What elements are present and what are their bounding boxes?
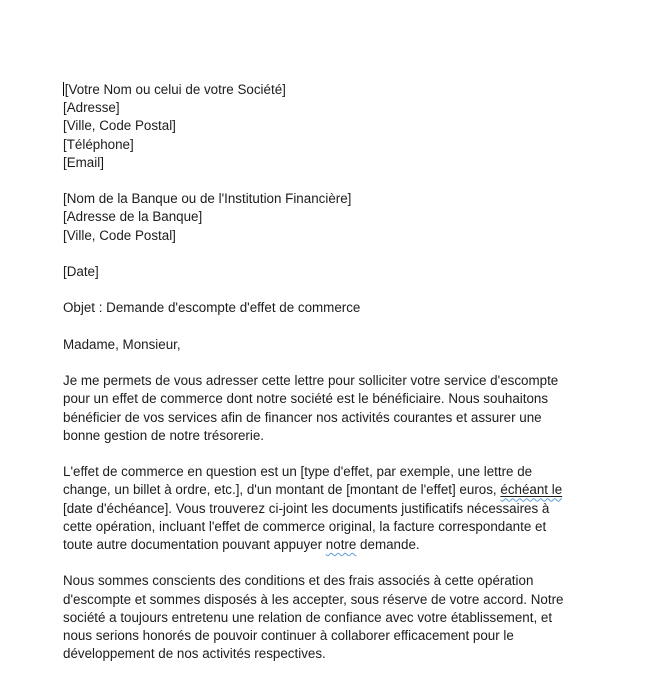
subject-text: Objet : Demande d'escompte d'effet de commerce <box>63 300 361 316</box>
paragraph2-line[interactable] <box>63 463 625 481</box>
recipient-line[interactable] <box>63 190 625 208</box>
paragraph3-text: développement de nos activités respectives. <box>63 646 326 662</box>
sender-line[interactable] <box>63 154 625 172</box>
paragraph1-text: Je me permets de vous adresser cette lettre pour solliciter votre service d'escompte <box>63 373 559 389</box>
sender-line[interactable] <box>63 136 625 154</box>
paragraph3-line[interactable] <box>63 609 625 627</box>
salutation-text: Madame, Monsieur, <box>63 336 181 352</box>
paragraph2-line[interactable] <box>63 500 625 518</box>
date-line[interactable] <box>63 263 625 281</box>
salutation-line[interactable] <box>63 336 625 354</box>
paragraph1-line[interactable] <box>63 427 625 445</box>
paragraph1-line[interactable] <box>63 409 625 427</box>
paragraph3-line[interactable] <box>63 627 625 645</box>
recipient-line-text: [Ville, Code Postal] <box>63 227 176 243</box>
paragraph1-text: bénéficier de vos services afin de financer nos activités courantes et assurer une <box>63 409 542 425</box>
blank-line <box>63 354 625 372</box>
sender-line-text: [Adresse] <box>63 100 120 116</box>
paragraph3-text: d'escompte et sommes disposés à les accepter, sous réserve de votre accord. Notre <box>63 591 564 607</box>
grammar-flagged-word[interactable]: notre <box>325 536 357 552</box>
sender-line[interactable] <box>63 81 625 99</box>
paragraph2-text: change, un billet à ordre, etc.], d'un montant de [montant de l'effet] euros, <box>63 482 501 498</box>
sender-line-text: [Email] <box>63 154 104 170</box>
underlined-phrase: échéant le <box>500 482 563 498</box>
paragraph1-text: bonne gestion de notre trésorerie. <box>63 427 264 443</box>
date-placeholder-text: [Date] <box>63 264 99 279</box>
paragraph2-text: demande. <box>356 536 420 552</box>
blank-line <box>63 318 625 336</box>
paragraph2-line[interactable] <box>63 481 625 499</box>
paragraph2-text: cette opération, incluant l'effet de commerce original, la facture correspondante et <box>63 518 547 534</box>
blank-line <box>63 281 625 299</box>
recipient-line[interactable] <box>63 227 625 245</box>
paragraph3-line[interactable] <box>63 645 625 663</box>
paragraph2-text: L'effet de commerce en question est un [type d'effet, par exemple, une lettre de <box>63 464 533 480</box>
sender-line[interactable] <box>63 117 625 135</box>
paragraph1-line[interactable] <box>63 390 625 408</box>
recipient-line-text: [Adresse de la Banque] <box>63 209 203 225</box>
paragraph1-line[interactable] <box>63 372 625 390</box>
recipient-line-text: [Nom de la Banque ou de l'Institution Financière] <box>63 191 352 207</box>
sender-line-text: [Ville, Code Postal] <box>63 118 176 134</box>
paragraph2-line[interactable] <box>63 536 625 554</box>
paragraph1-text: pour un effet de commerce dont notre société est le bénéficiaire. Nous souhaitons <box>63 391 549 407</box>
sender-line[interactable] <box>63 99 625 117</box>
blank-line <box>63 172 625 190</box>
paragraph2-line[interactable] <box>63 518 625 536</box>
blank-line <box>63 445 625 463</box>
paragraph3-text: Nous sommes conscients des conditions et des frais associés à cette opération <box>63 573 534 589</box>
recipient-line[interactable] <box>63 208 625 226</box>
subject-line[interactable] <box>63 299 625 317</box>
paragraph3-line[interactable] <box>63 591 625 609</box>
blank-line <box>63 554 625 572</box>
paragraph2-text: [date d'échéance]. Vous trouverez ci-joint les documents justificatifs nécessaires à <box>63 500 550 516</box>
sender-line-text: [Téléphone] <box>63 136 134 152</box>
paragraph3-line[interactable] <box>63 572 625 590</box>
paragraph2-text: toute autre documentation pouvant appuyer <box>63 536 326 552</box>
paragraph3-text: nous serions honorés de pouvoir continuer à collaborer efficacement pour le <box>63 627 514 643</box>
paragraph3-text: société a toujours entretenu une relation de confiance avec votre établissement, et <box>63 609 553 625</box>
blank-line <box>63 245 625 263</box>
sender-line-text: [Votre Nom ou celui de votre Société] <box>64 82 286 97</box>
grammar-suggestion-underline[interactable] <box>500 482 562 497</box>
